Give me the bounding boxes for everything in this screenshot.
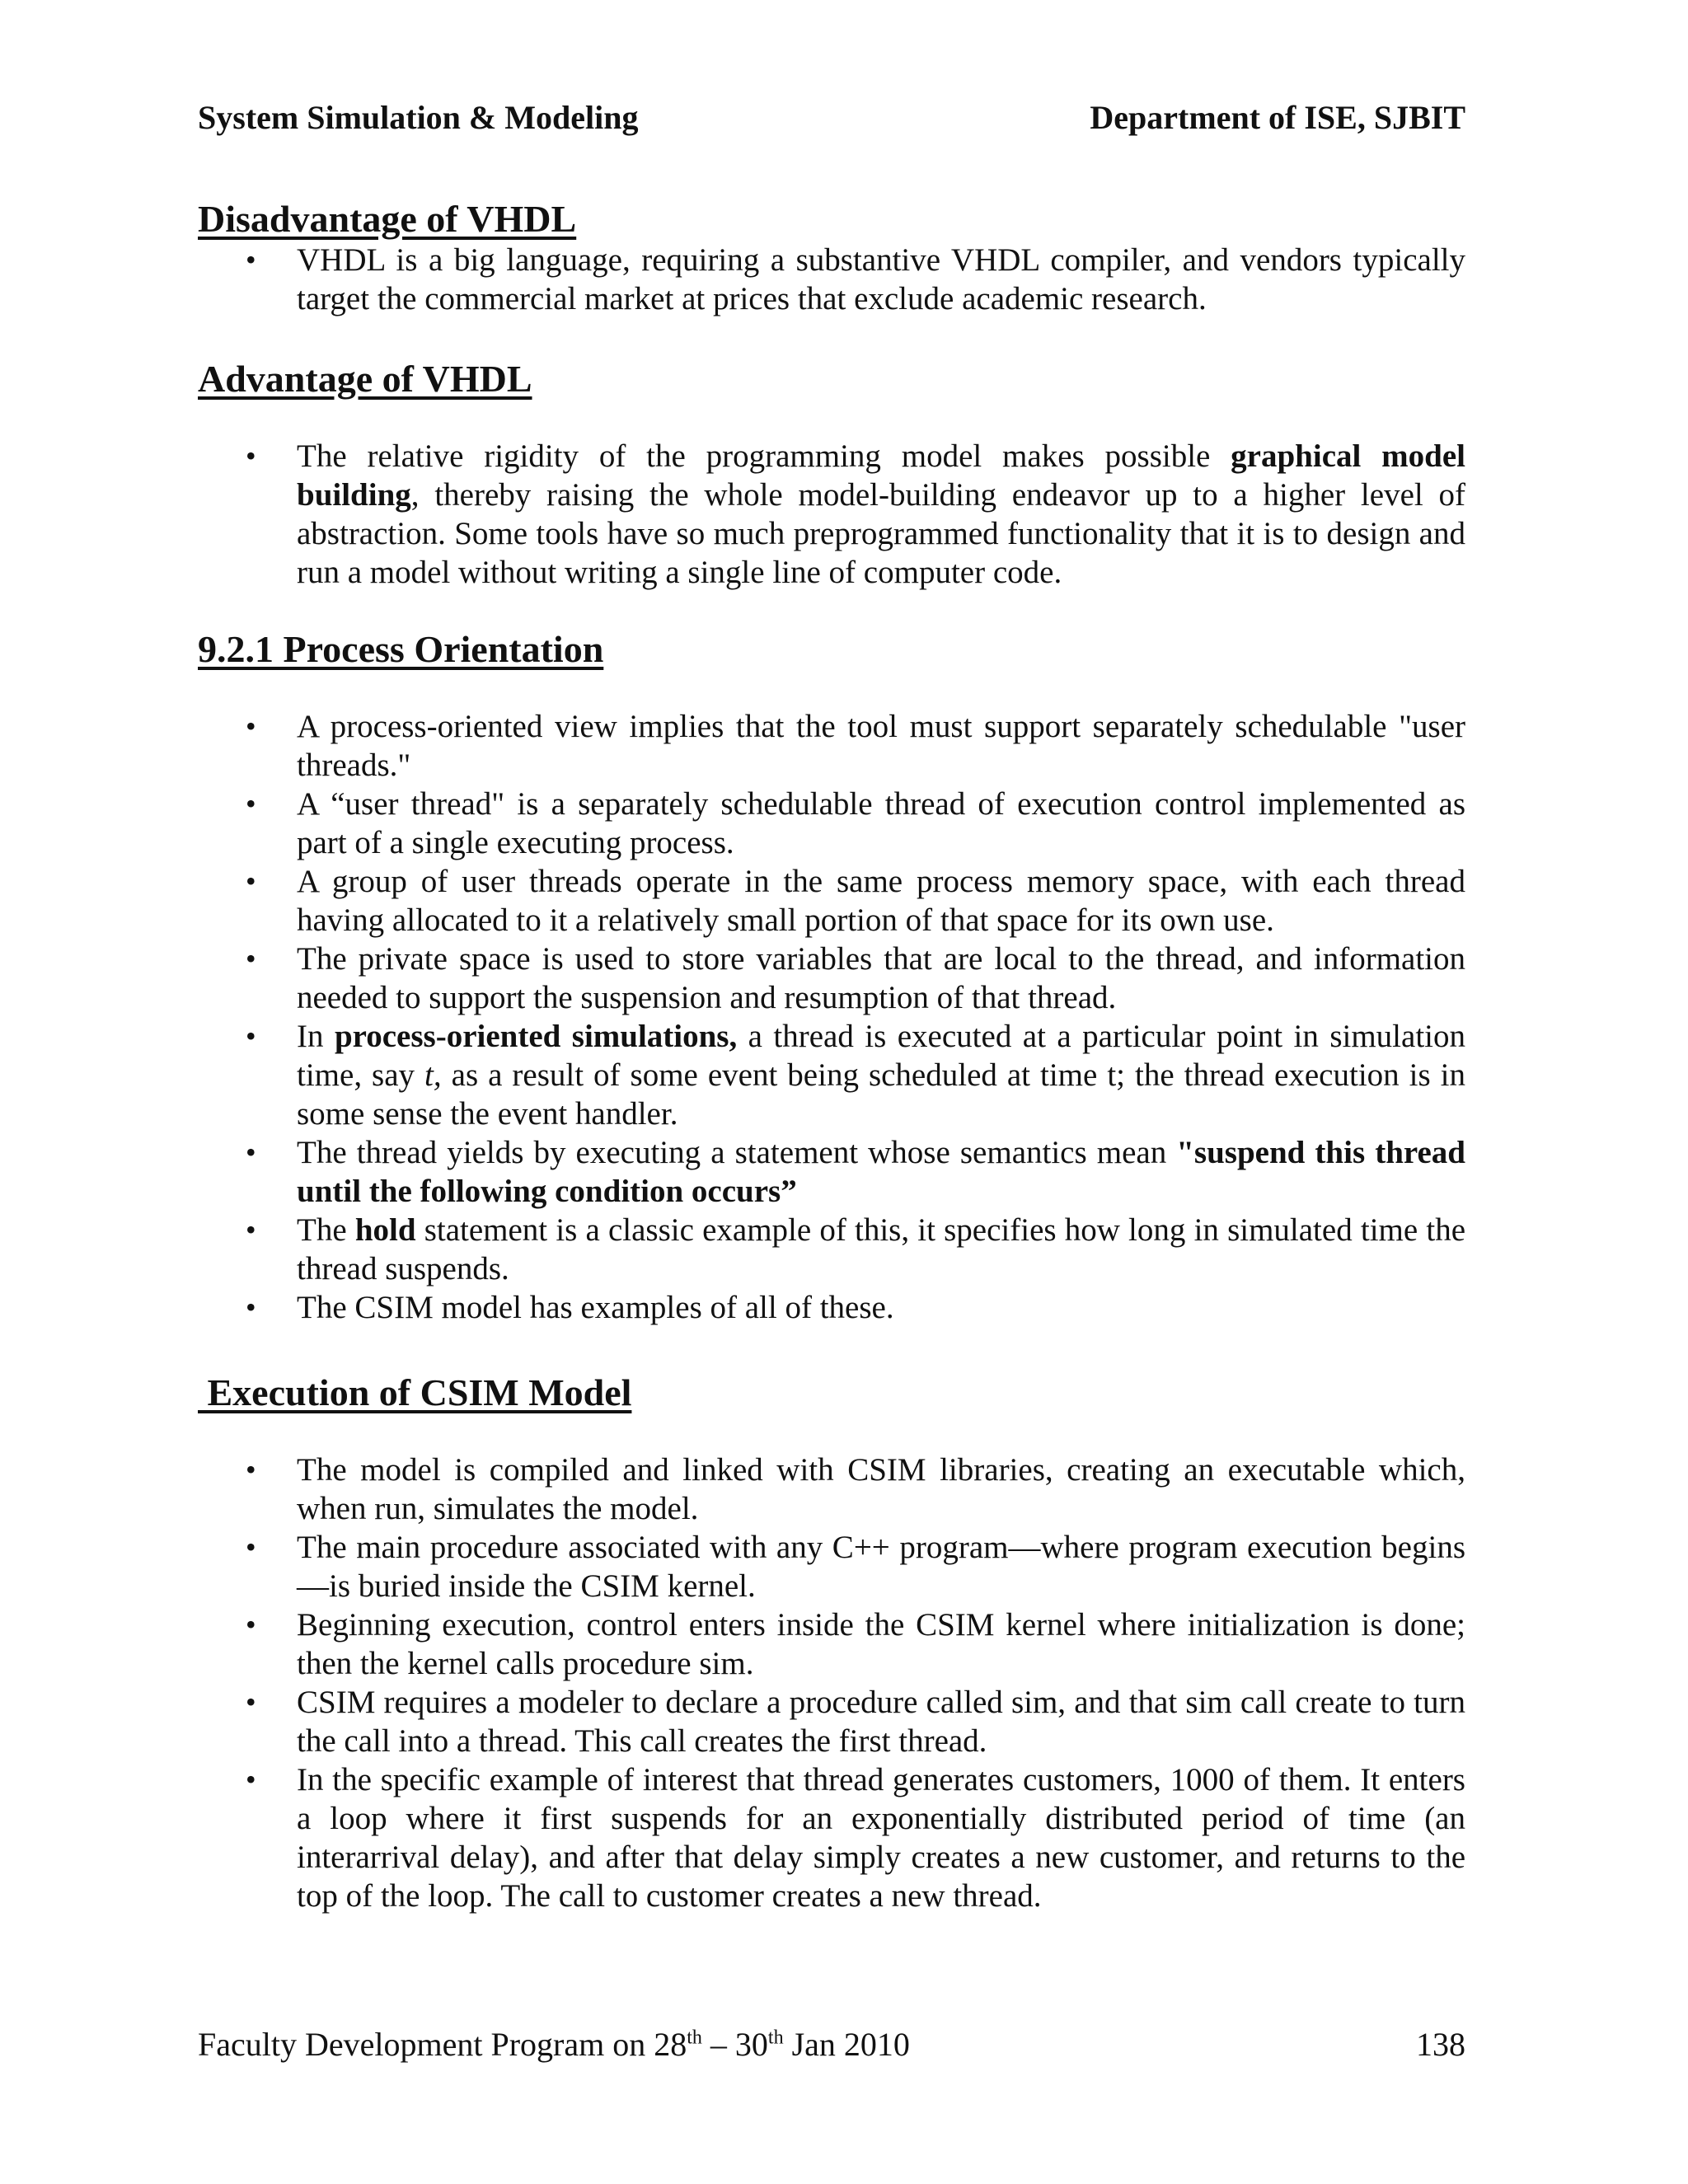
bullet-icon: •	[246, 1608, 256, 1641]
list-item: • The relative rigidity of the programming model makes possible graphical model building, thereby raising the whole model-building endeavor up to a higher level of abstraction. Some tools have so much preprogrammed functionality that it is to design and run a model without writing a single line of computer code.	[246, 438, 1465, 590]
bullet-icon: •	[246, 439, 256, 472]
bullet-icon: •	[246, 1213, 256, 1246]
bullet-icon: •	[246, 1136, 256, 1169]
list-item: • The CSIM model has examples of all of these.	[246, 1290, 894, 1325]
section-execution-csim	[198, 1370, 1465, 1915]
list-item: • A “user thread" is a separately schedulable thread of execution control implemented as part of a single executing process.	[246, 786, 1465, 860]
document-page	[198, 0, 1465, 2184]
section-heading: Execution of CSIM Model	[198, 1371, 632, 1413]
section-heading: 9.2.1 Process Orientation	[198, 628, 604, 670]
bullet-icon: •	[246, 1291, 256, 1324]
bullet-icon: •	[246, 787, 256, 820]
bullet-icon: •	[246, 1685, 256, 1718]
page-number: 138	[1416, 2026, 1465, 2063]
header-department: Department of ISE, SJBIT	[1090, 99, 1465, 136]
list-item: • In process-oriented simulations, a thread is executed at a particular point in simulation time, say t, as a result of some event being scheduled at time t; the thread execution is in some sense the event handler.	[246, 1019, 1465, 1132]
section-heading: Disadvantage of VHDL	[198, 198, 577, 240]
page-header	[198, 97, 1465, 138]
bullet-icon: •	[246, 1763, 256, 1796]
bullet-icon: •	[246, 1530, 256, 1563]
page-footer	[198, 2024, 1465, 2065]
bullet-icon: •	[246, 942, 256, 975]
list-item: • The hold statement is a classic example of this, it specifies how long in simulated time the thread suspends.	[246, 1212, 1466, 1286]
bullet-icon: •	[246, 243, 256, 276]
section-process-orientation	[198, 626, 1465, 1327]
list-item: • In the specific example of interest that thread generates customers, 1000 of them. It enters a loop where it first suspends for an exponentially distributed period of time (an interarrival delay), and after that delay simply creates a new customer, and returns to the top of the loop. The call to customer creates a new thread.	[246, 1762, 1465, 1914]
section-disadvantage	[198, 196, 1465, 318]
list-item: • The private space is used to store variables that are local to the thread, and information needed to support the suspension and resumption of that thread.	[246, 941, 1465, 1015]
list-item: • A group of user threads operate in the same process memory space, with each thread having allocated to it a relatively small portion of that space for its own use.	[246, 864, 1465, 938]
list-item: • The main procedure associated with any C++ program—where program execution begins—is buried inside the CSIM kernel.	[246, 1530, 1465, 1604]
section-advantage	[198, 356, 1465, 592]
bullet-icon: •	[246, 865, 256, 898]
list-item: • Beginning execution, control enters inside the CSIM kernel where initialization is done; then the kernel calls procedure sim.	[246, 1607, 1465, 1681]
bullet-icon: •	[246, 710, 256, 743]
list-item: • VHDL is a big language, requiring a substantive VHDL compiler, and vendors typically target the commercial market at prices that exclude academic research.	[246, 242, 1465, 316]
section-heading: Advantage of VHDL	[198, 358, 532, 400]
list-item: • The model is compiled and linked with CSIM libraries, creating an executable which, when run, simulates the model.	[246, 1452, 1465, 1526]
list-item: • A process-oriented view implies that the tool must support separately schedulable "user threads."	[246, 709, 1465, 783]
bullet-icon: •	[246, 1019, 256, 1052]
header-course-title: System Simulation & Modeling	[198, 99, 639, 136]
footer-program-dates: Faculty Development Program on 28th – 30th Jan 2010	[198, 2026, 910, 2063]
list-item: • CSIM requires a modeler to declare a procedure called sim, and that sim call create to turn the call into a thread. This call creates the first thread.	[246, 1685, 1465, 1759]
bullet-icon: •	[246, 1453, 256, 1486]
list-item: • The thread yields by executing a statement whose semantics mean "suspend this thread until the following condition occurs”	[246, 1135, 1465, 1209]
